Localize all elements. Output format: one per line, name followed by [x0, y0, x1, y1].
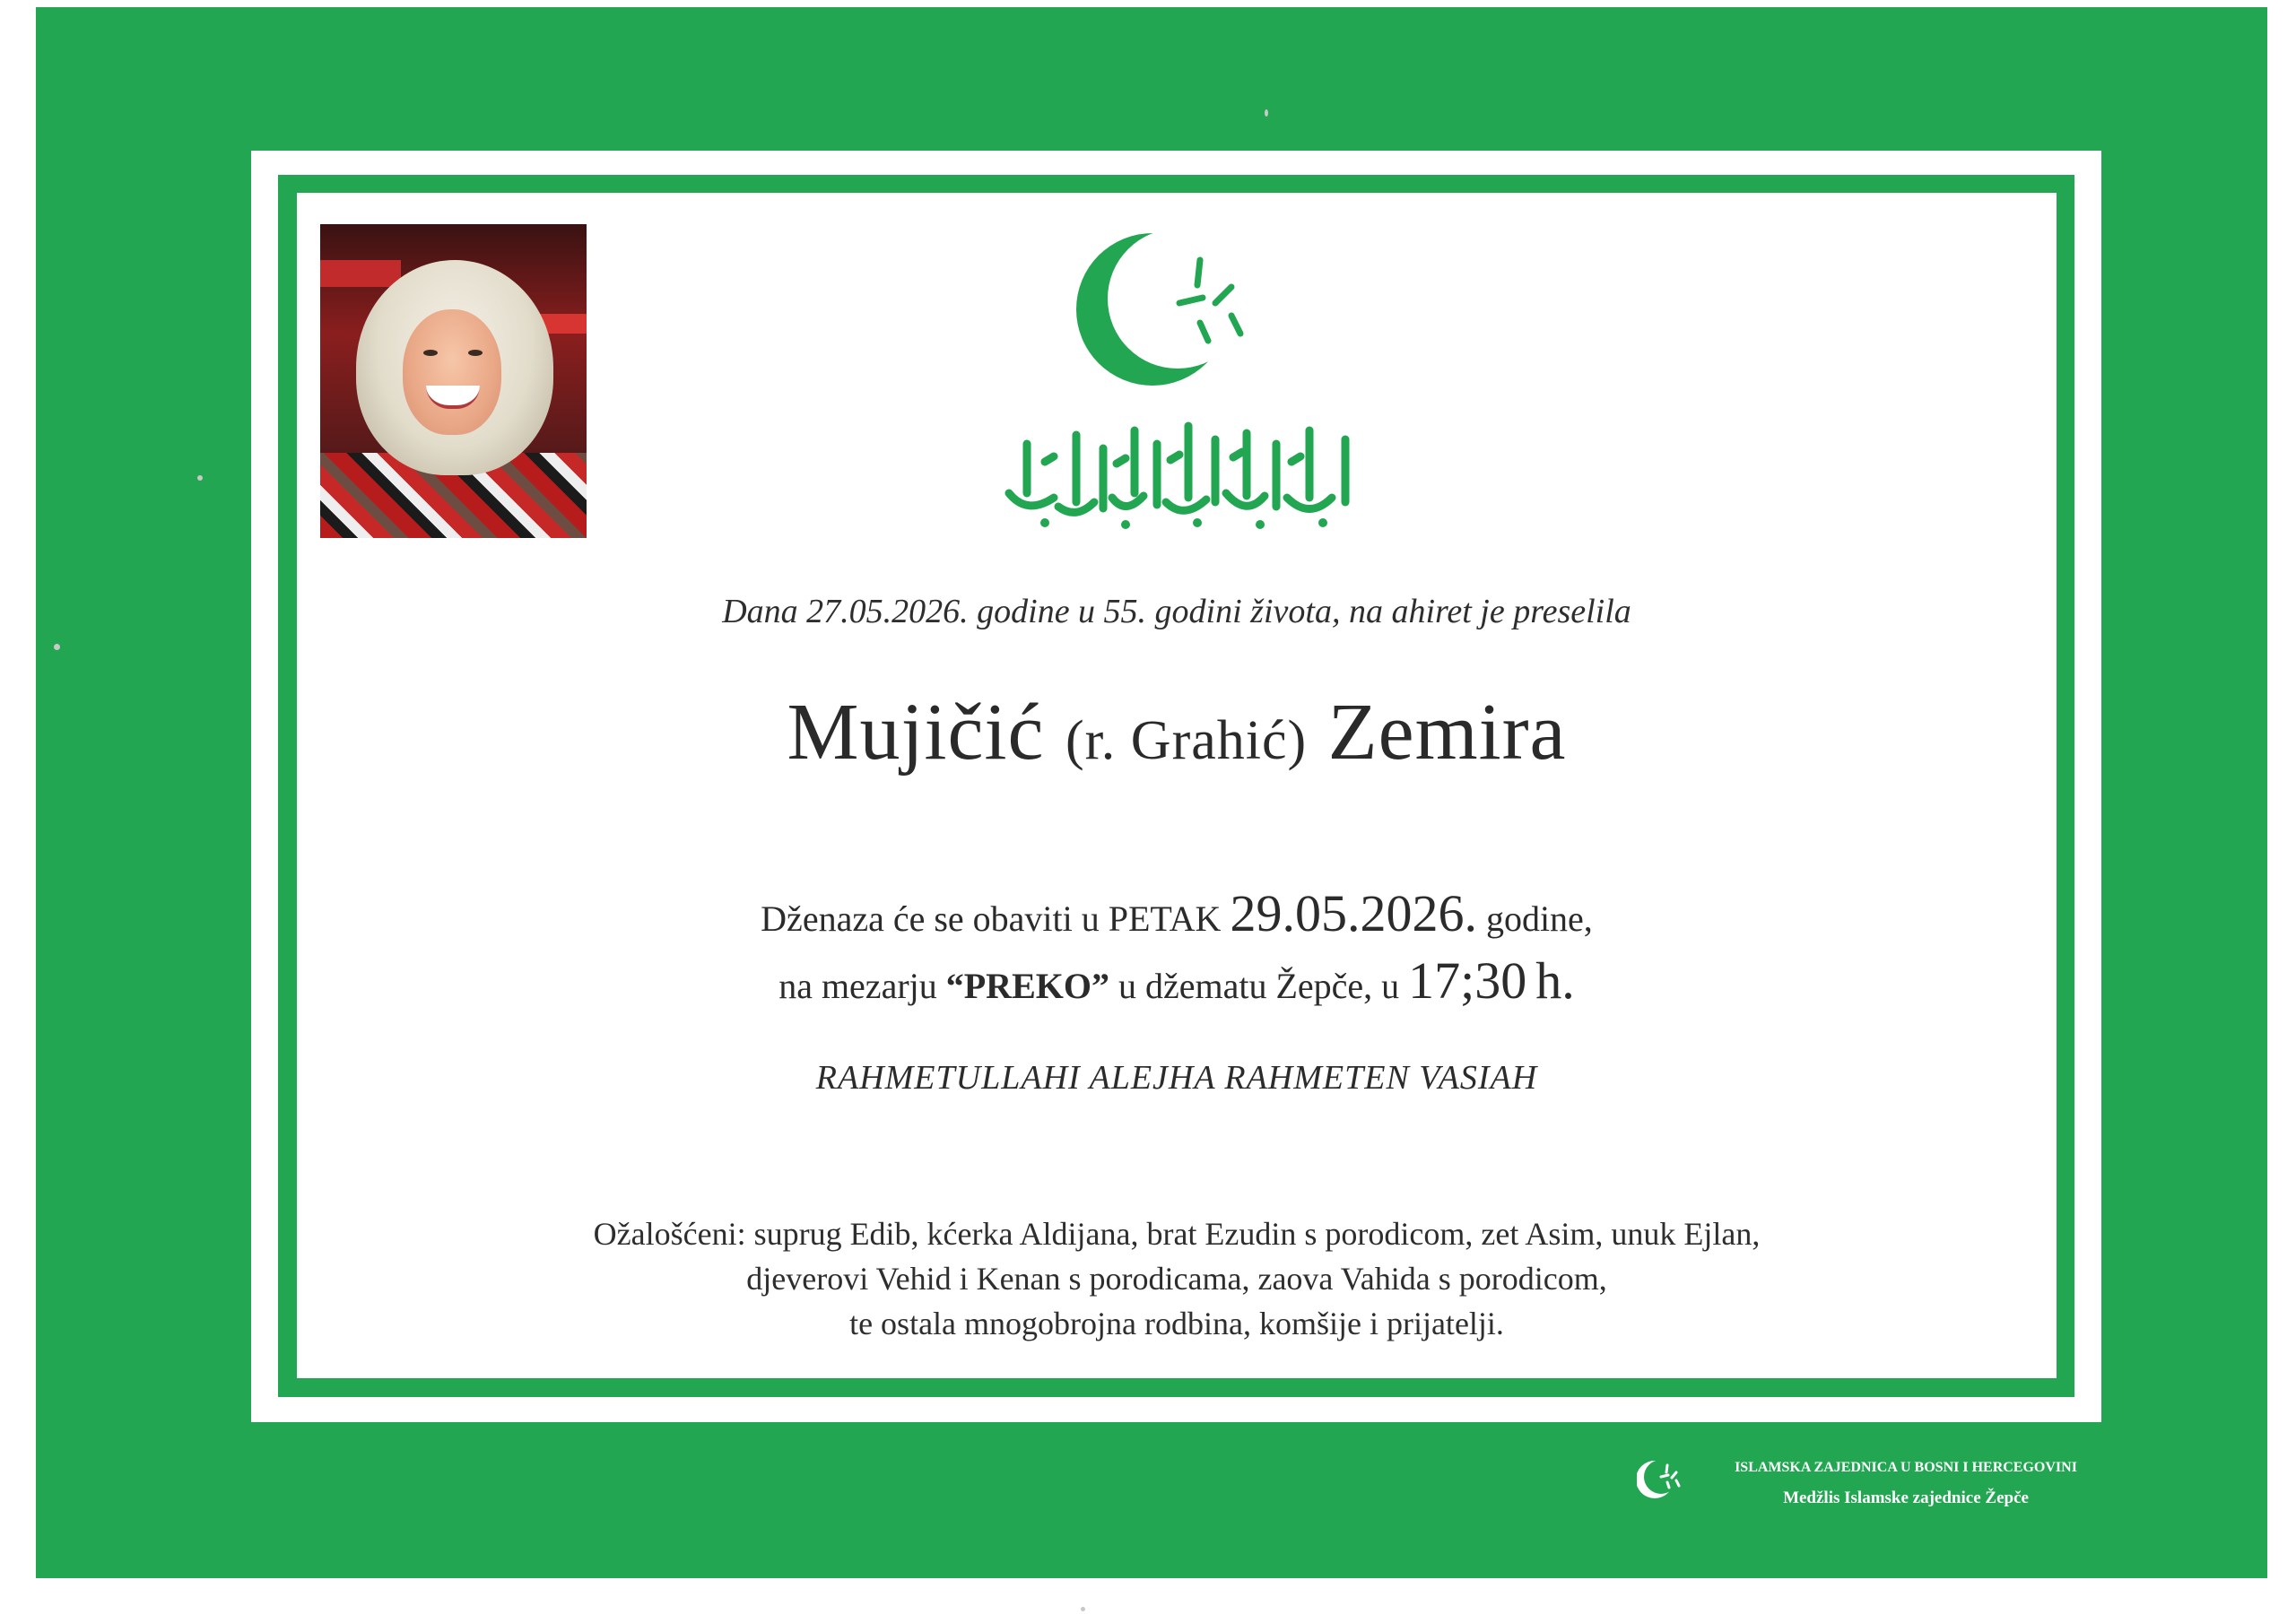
time-suffix: h. — [1535, 951, 1575, 1010]
place-prefix: na mezarju — [778, 966, 937, 1006]
mourners-line: djeverovi Vehid i Kenan s porodicama, zaova Vahida s porodicom, — [746, 1261, 1607, 1297]
crescent-star-icon — [1072, 215, 1287, 404]
scan-speck — [1081, 1607, 1085, 1611]
medzlis-name: Medžlis Islamske zajednice Žepče — [1783, 1488, 2029, 1507]
scan-speck — [197, 475, 203, 481]
mourners-line: te ostala mnogobrojna rodbina, komšije i prijatelji. — [849, 1306, 1504, 1341]
funeral-time: 17;30 — [1408, 951, 1527, 1010]
surname: Mujičić — [787, 688, 1045, 777]
crescent-star-icon — [1637, 1453, 1682, 1506]
cemetery-name: “PREKO” — [945, 966, 1109, 1006]
arabic-calligraphy — [991, 408, 1368, 534]
maiden-name: (r. Grahić) — [1065, 710, 1308, 771]
scan-speck — [54, 644, 60, 650]
given-name: Zemira — [1327, 688, 1567, 777]
intro-text: Dana 27.05.2026. godine u 55. godini života, na ahiret je preselila — [722, 593, 1631, 630]
portrait-photo — [320, 224, 587, 538]
place-middle: u džematu Žepče, u — [1118, 966, 1400, 1006]
funeral-date-line — [297, 883, 2057, 943]
mourners-line: Ožalošćeni: suprug Edib, kćerka Aldijana, brat Ezudin s porodicom, zet Asim, unuk Ejlan, — [593, 1216, 1761, 1252]
funeral-place-line — [297, 950, 2057, 1011]
prayer-text: RAHMETULLAHI ALEJHA RAHMETEN VASIAH — [815, 1059, 1538, 1097]
deceased-name — [297, 686, 2057, 778]
funeral-date: 29.05.2026. — [1230, 884, 1477, 942]
funeral-prefix: Dženaza će se obaviti u PETAK — [761, 898, 1222, 939]
funeral-date-suffix: godine, — [1485, 898, 1593, 939]
organization-name: ISLAMSKA ZAJEDNICA U BOSNI I HERCEGOVINI — [1735, 1460, 2077, 1475]
scan-speck — [1265, 109, 1268, 117]
